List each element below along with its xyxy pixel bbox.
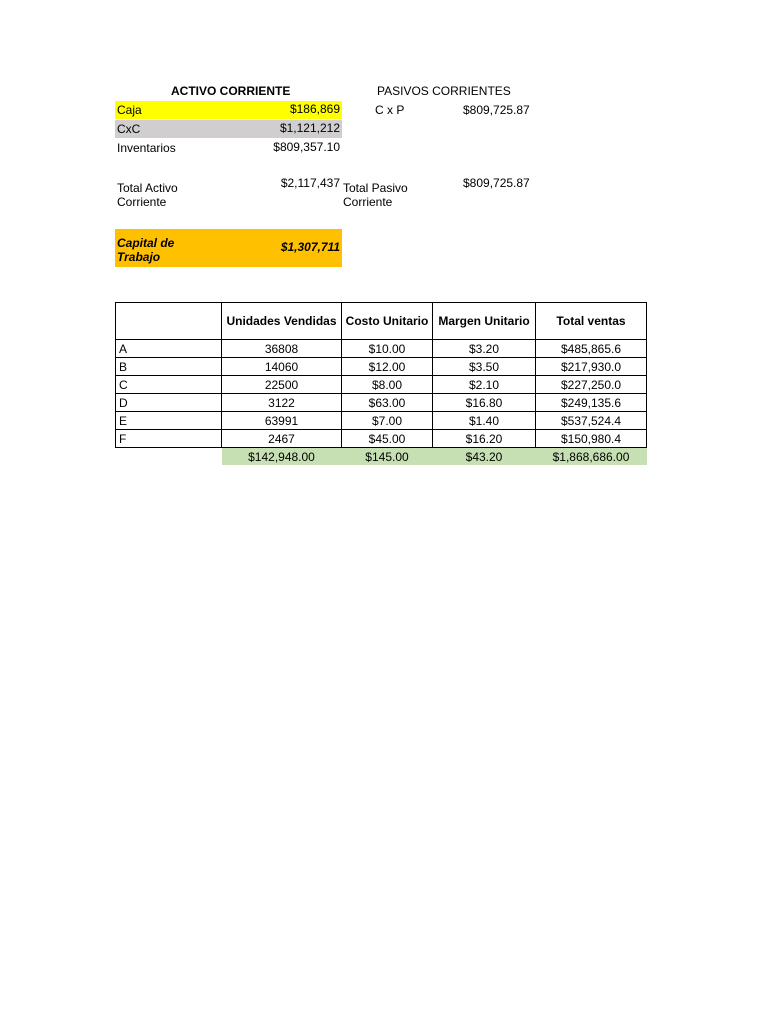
- margen-cell: $16.20: [433, 430, 536, 448]
- pasivos-corrientes-header: PASIVOS CORRIENTES: [377, 84, 511, 98]
- table-row: [116, 412, 647, 430]
- total-activo-label-1: Total Activo: [117, 181, 178, 195]
- row-label: D: [116, 394, 222, 412]
- sales-table: [115, 302, 647, 465]
- total-margen: $43.20: [433, 448, 536, 466]
- row-label: B: [116, 358, 222, 376]
- activo-corriente-header: ACTIVO CORRIENTE: [171, 84, 291, 98]
- unidades-cell: 22500: [222, 376, 342, 394]
- header-unidades: Unidades Vendidas: [222, 303, 342, 340]
- capital-value: $1,307,711: [280, 240, 340, 254]
- total-pasivo-label-2: Corriente: [343, 195, 393, 209]
- unidades-cell: 2467: [222, 430, 342, 448]
- cxc-value: $1,121,212: [279, 121, 340, 135]
- caja-label: Caja: [117, 103, 142, 117]
- margen-cell: $2.10: [433, 376, 536, 394]
- table-row: [116, 376, 647, 394]
- cxp-label: C x P: [375, 103, 405, 117]
- total-activo-label-2: Corriente: [117, 195, 167, 209]
- unidades-cell: 36808: [222, 340, 342, 358]
- total-cell: $150,980.4: [536, 430, 647, 448]
- total-cell: $227,250.0: [536, 376, 647, 394]
- total-activo-value: $2,117,437: [280, 176, 340, 190]
- row-label: E: [116, 412, 222, 430]
- total-ventas: $1,868,686.00: [536, 448, 647, 466]
- totals-blank: [116, 448, 222, 466]
- costo-cell: $10.00: [342, 340, 433, 358]
- header-margen: Margen Unitario: [433, 303, 536, 340]
- row-label: A: [116, 340, 222, 358]
- total-cell: $485,865.6: [536, 340, 647, 358]
- cxp-value: $809,725.87: [463, 103, 530, 117]
- cxc-label: CxC: [117, 122, 141, 136]
- margen-cell: $3.20: [433, 340, 536, 358]
- table-row: [116, 394, 647, 412]
- table-row: [116, 430, 647, 448]
- inventarios-value: $809,357.10: [273, 140, 340, 154]
- capital-label-2: Trabajo: [117, 250, 161, 264]
- total-unidades: $142,948.00: [222, 448, 342, 466]
- margen-cell: $16.80: [433, 394, 536, 412]
- costo-cell: $63.00: [342, 394, 433, 412]
- margen-cell: $3.50: [433, 358, 536, 376]
- table-row: [116, 340, 647, 358]
- margen-cell: $1.40: [433, 412, 536, 430]
- table-header-row: [116, 303, 647, 340]
- total-cell: $217,930.0: [536, 358, 647, 376]
- row-label: F: [116, 430, 222, 448]
- costo-cell: $8.00: [342, 376, 433, 394]
- row-label: C: [116, 376, 222, 394]
- costo-cell: $7.00: [342, 412, 433, 430]
- header-total-ventas: Total ventas: [536, 303, 647, 340]
- total-pasivo-value: $809,725.87: [463, 176, 530, 190]
- total-pasivo-label-1: Total Pasivo: [343, 181, 408, 195]
- unidades-cell: 3122: [222, 394, 342, 412]
- header-blank: [116, 303, 222, 340]
- costo-cell: $12.00: [342, 358, 433, 376]
- unidades-cell: 63991: [222, 412, 342, 430]
- capital-label-1: Capital de: [117, 236, 175, 250]
- total-cell: $537,524.4: [536, 412, 647, 430]
- totals-row: [116, 448, 647, 466]
- total-cell: $249,135.6: [536, 394, 647, 412]
- table-row: [116, 358, 647, 376]
- unidades-cell: 14060: [222, 358, 342, 376]
- header-costo: Costo Unitario: [342, 303, 433, 340]
- costo-cell: $45.00: [342, 430, 433, 448]
- caja-value: $186,869: [289, 102, 340, 116]
- total-costo: $145.00: [342, 448, 433, 466]
- inventarios-label: Inventarios: [117, 141, 176, 155]
